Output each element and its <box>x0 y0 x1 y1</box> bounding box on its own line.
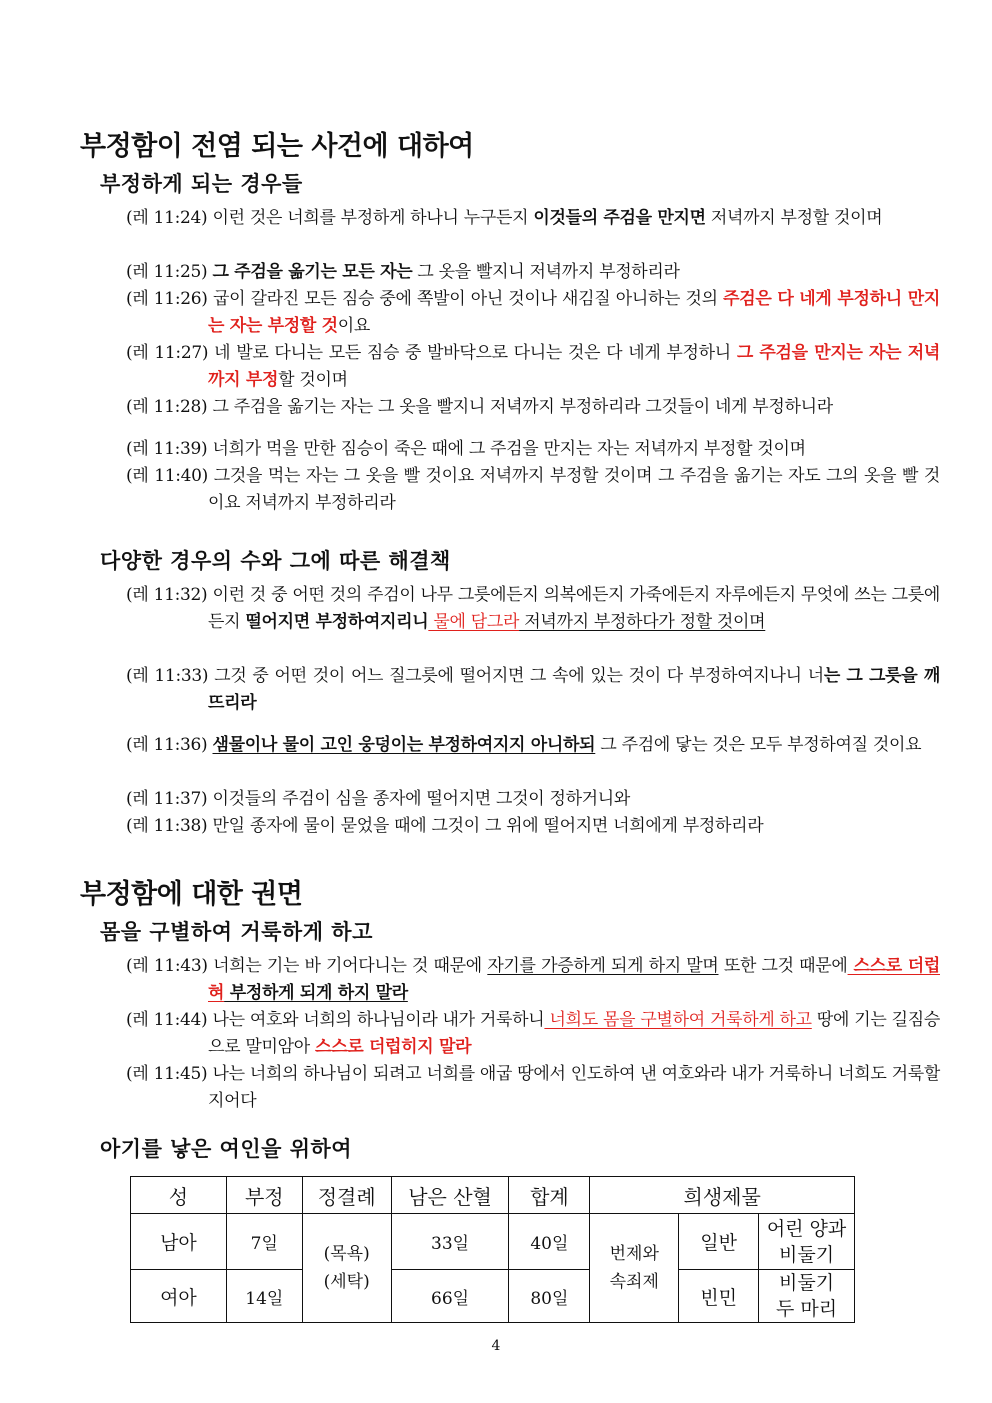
section1-sub1-title: 부정하게 되는 경우들 <box>100 172 303 196</box>
header-gender: 성 <box>131 1177 227 1214</box>
header-unclean: 부정 <box>226 1177 302 1214</box>
verse-11-27: (레 11:27) 네 발로 다니는 모든 짐승 중 발바닥으로 다니는 것은 다 네게 부정하니 그 주검을 만지는 자는 저녁까지 부정할 것이며 <box>126 343 940 390</box>
cell-unclean: 7일 <box>226 1214 302 1270</box>
table-row <box>131 1214 855 1270</box>
section2-title: 부정함에 대한 권면 <box>80 879 303 910</box>
verse-11-28: (레 11:28) 그 주검을 옮기는 자는 그 옷을 빨지니 저녁까지 부정하리라 그것들이 네게 부정하니라 <box>126 397 833 417</box>
verse-11-33: (레 11:33) 그것 중 어떤 것이 어느 질그릇에 떨어지면 그 속에 있는 것이 다 부정하여지나니 너는 그 그릇을 깨뜨리라 <box>126 666 940 713</box>
header-remaining: 남은 산혈 <box>391 1177 509 1214</box>
cell-unclean: 14일 <box>226 1270 302 1323</box>
cell-offering: 어린 양과 비둘기 <box>759 1214 855 1270</box>
verse-11-26: (레 11:26) 굽이 갈라진 모든 짐승 중에 쪽발이 아닌 것이나 새김질 아니하는 것의 주검은 다 네게 부정하니 만지는 자는 부정할 것이요 <box>126 289 940 336</box>
page-number: 4 <box>491 1338 501 1354</box>
cell-remaining: 66일 <box>391 1270 509 1323</box>
cell-offering: 비둘기 두 마리 <box>759 1270 855 1323</box>
verse-11-38: (레 11:38) 만일 종자에 물이 묻었을 때에 그것이 그 위에 떨어지면 너희에게 부정하리라 <box>126 816 764 836</box>
section2-sub2-title: 아기를 낳은 여인을 위하여 <box>100 1137 353 1161</box>
section1-sub2-title: 다양한 경우의 수와 그에 따른 해결책 <box>100 549 451 573</box>
cell-remaining: 33일 <box>391 1214 509 1270</box>
cell-gender: 여아 <box>131 1270 227 1323</box>
verse-11-24: (레 11:24) 이런 것은 너희를 부정하게 하나니 누구든지 이것들의 주검을 만지면 저녁까지 부정할 것이며 <box>126 208 883 228</box>
section1-title: 부정함이 전염 되는 사건에 대하여 <box>80 131 474 162</box>
header-purification: 정결례 <box>302 1177 391 1214</box>
cell-total: 40일 <box>509 1214 590 1270</box>
header-sacrifice: 희생제물 <box>590 1177 855 1214</box>
cell-sacrifice-type: 번제와 속죄제 <box>590 1214 679 1323</box>
verse-11-39: (레 11:39) 너희가 먹을 만한 짐승이 죽은 때에 그 주검을 만지는 자는 저녁까지 부정할 것이며 <box>126 439 806 459</box>
cell-class: 일반 <box>679 1214 759 1270</box>
verse-11-37: (레 11:37) 이것들의 주검이 심을 종자에 떨어지면 그것이 정하거니와 <box>126 789 631 809</box>
childbirth-table <box>130 1176 855 1323</box>
cell-total: 80일 <box>509 1270 590 1323</box>
verse-11-25: (레 11:25) 그 주검을 옮기는 모든 자는 그 옷을 빨지니 저녁까지 부정하리라 <box>126 262 680 282</box>
cell-gender: 남아 <box>131 1214 227 1270</box>
table-header-row <box>131 1177 855 1214</box>
verse-11-43: (레 11:43) 너희는 기는 바 기어다니는 것 때문에 자기를 가증하게 되게 하지 말며 또한 그것 때문에 스스로 더럽혀 부정하게 되게 하지 말라 <box>126 956 940 1003</box>
header-total: 합계 <box>509 1177 590 1214</box>
cell-purification: (목욕) (세탁) <box>302 1214 391 1323</box>
cell-class: 빈민 <box>679 1270 759 1323</box>
table-row <box>131 1270 855 1323</box>
section2-sub1-title: 몸을 구별하여 거룩하게 하고 <box>100 920 373 944</box>
verse-11-45: (레 11:45) 나는 너희의 하나님이 되려고 너희를 애굽 땅에서 인도하여 낸 여호와라 내가 거룩하니 너희도 거룩할지어다 <box>126 1064 941 1111</box>
verse-11-40: (레 11:40) 그것을 먹는 자는 그 옷을 빨 것이요 저녁까지 부정할 것이며 그 주검을 옮기는 자도 그의 옷을 빨 것이요 저녁까지 부정하리라 <box>126 466 940 513</box>
verse-11-36: (레 11:36) 샘물이나 물이 고인 웅덩이는 부정하여지지 아니하되 그 주검에 닿는 것은 모두 부정하여질 것이요 <box>126 735 922 755</box>
verse-11-32: (레 11:32) 이런 것 중 어떤 것의 주검이 나무 그릇에든지 의복에든지 가죽에든지 자루에든지 무엇에 쓰는 그릇에든지 떨어지면 부정하여지리니 물에 담그라 저녁까지 부정하다가 정할 것이며 <box>126 585 941 632</box>
verse-11-44: (레 11:44) 나는 여호와 너희의 하나님이라 내가 거룩하니 너희도 몸을 구별하여 거룩하게 하고 땅에 기는 길짐승으로 말미암아 스스로 더럽히지 말라 <box>126 1010 940 1057</box>
